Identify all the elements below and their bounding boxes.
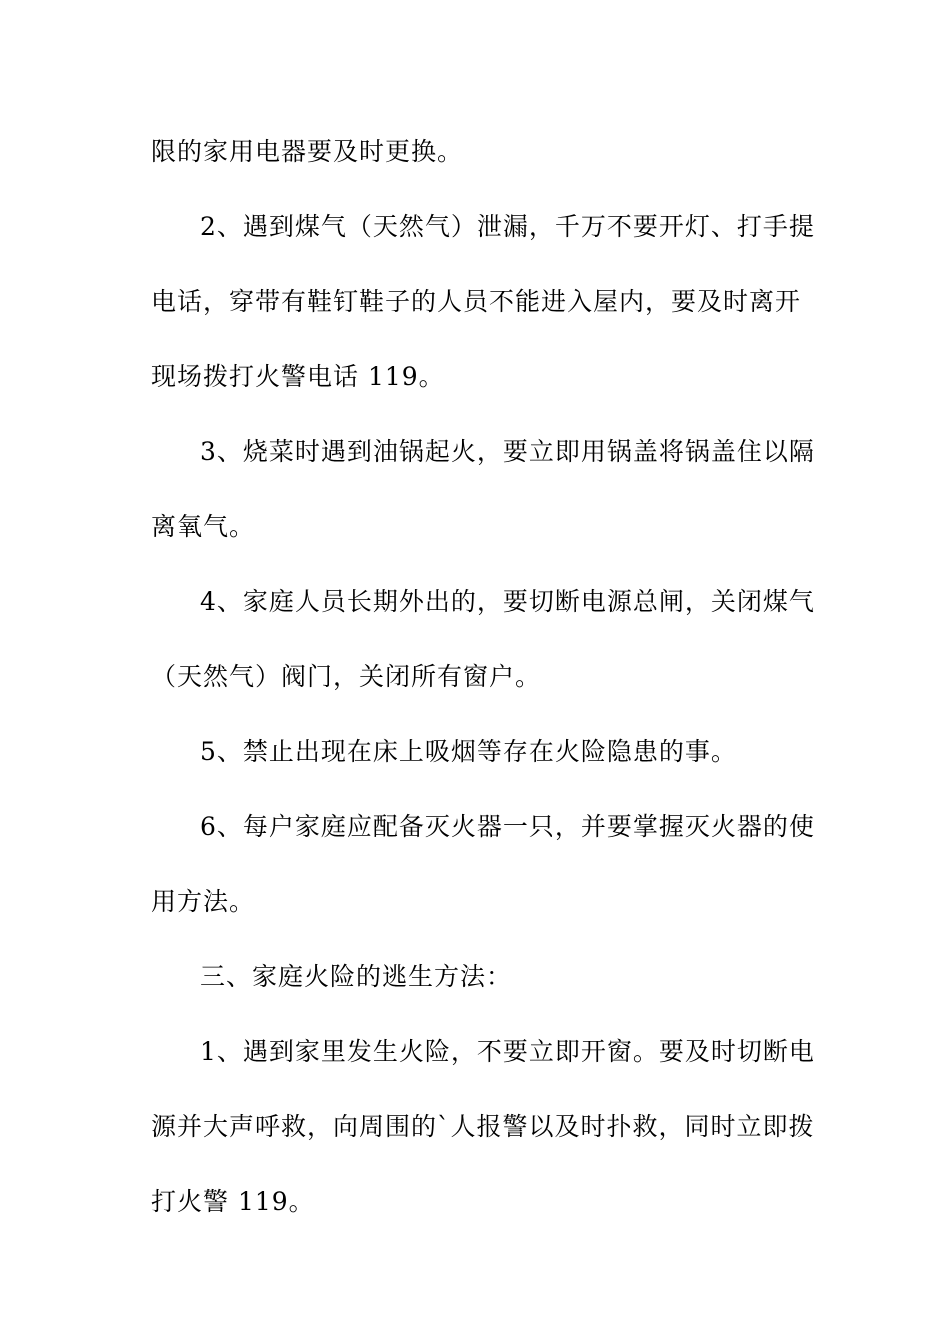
paragraph-escape-1-start: 1、遇到家里发生火险，不要立即开窗。要及时切断电 (200, 1037, 815, 1066)
paragraph-4-start: 4、家庭人员长期外出的，要切断电源总闸，关闭煤气 (200, 587, 815, 616)
text-line: 打火警 119。 (151, 1187, 315, 1216)
paragraph-3-start: 3、烧菜时遇到油锅起火，要立即用锅盖将锅盖住以隔 (200, 437, 815, 466)
text-line: 电话，穿带有鞋钉鞋子的人员不能进入屋内，要及时离开 (151, 287, 802, 316)
text-line: 用方法。 (151, 887, 256, 916)
text-line: （天然气）阀门，关闭所有窗户。 (151, 662, 542, 691)
paragraph-5: 5、禁止出现在床上吸烟等存在火险隐患的事。 (200, 737, 737, 766)
section-heading: 三、家庭火险的逃生方法： (200, 962, 513, 991)
text-line: 现场拨打火警电话 119。 (151, 362, 445, 391)
text-line: 限的家用电器要及时更换。 (151, 137, 464, 166)
text-line: 源并大声呼救，向周围的`人报警以及时扑救，同时立即拨 (151, 1112, 815, 1141)
paragraph-6-start: 6、每户家庭应配备灭火器一只，并要掌握灭火器的使 (200, 812, 815, 841)
text-line: 离氧气。 (151, 512, 256, 541)
paragraph-2-start: 2、遇到煤气（天然气）泄漏，千万不要开灯、打手提 (200, 212, 815, 241)
